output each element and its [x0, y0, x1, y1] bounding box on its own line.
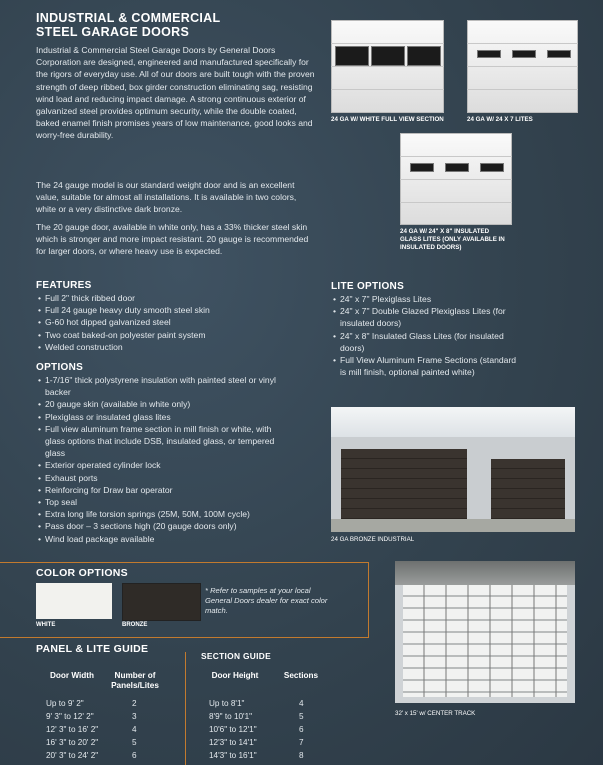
list-item: • 24" x 8" Insulated Glass Lites (for insulated doors) — [333, 330, 523, 354]
width-cell: 16' 3" to 20' 2" — [46, 738, 99, 747]
options-heading: OPTIONS — [36, 362, 84, 373]
col-header-panels: Number of Panels/Lites — [111, 671, 159, 690]
intro-paragraph: Industrial & Commercial Steel Garage Doors by General Doors Corporation are designed, engineered and manufactured specifically for the rigors of everyday use. All of our doors are built tough with the proven strength of deep ribbed, box girder construction eliminating sag, resisting wind load and reducing impact damage. A strong continuous exterior of galvanized steel provides optimum security, while the double coated, baked enamel finish promises years of low maintenance, good looks and worry-free durability. — [36, 45, 315, 141]
caption-bronze: 24 GA BRONZE INDUSTRIAL — [331, 536, 415, 543]
white-swatch — [36, 583, 112, 619]
table-row — [46, 710, 137, 723]
divider-line — [0, 637, 368, 638]
height-table — [209, 697, 304, 762]
width-cell: Up to 9' 2" — [46, 699, 84, 708]
list-item: • Full view aluminum frame section in mill finish or white, with glass options that include DSB, insulated glass, or tempered glass — [38, 423, 290, 460]
panel-guide-heading: PANEL & LITE GUIDE — [36, 643, 149, 655]
features-list — [38, 292, 323, 353]
gauge-20-paragraph: The 20 gauge door, available in white only, has a 33% thicker steel skin which is stronger and more impact resistant. 20 gauge is recommended for larger doors, or where heavy use is expected. — [36, 222, 309, 257]
width-cell: 12' 3" to 16' 2" — [46, 725, 99, 734]
table-row — [46, 697, 137, 710]
table-row — [209, 749, 304, 762]
divider-line — [0, 562, 368, 563]
list-item: • Full View Aluminum Frame Sections (standard is mill finish, optional painted white) — [333, 354, 523, 378]
caption-track: 32' x 15' w/ CENTER TRACK — [395, 710, 476, 717]
list-item: • Plexiglass or insulated glass lites — [38, 411, 290, 423]
divider-line — [368, 562, 369, 638]
col-header-width: Door Width — [49, 671, 95, 680]
table-row — [46, 749, 137, 762]
list-item: • Top seal — [38, 496, 290, 508]
list-item: • Welded construction — [38, 341, 323, 353]
title-line-2: STEEL GARAGE DOORS — [36, 25, 190, 39]
bronze-industrial-photo — [331, 407, 575, 532]
list-item: • Pass door – 3 sections high (20 gauge doors only) — [38, 520, 290, 532]
panels-cell: 4 — [132, 725, 137, 734]
table-row — [209, 736, 304, 749]
width-cell: 9' 3" to 12' 2" — [46, 712, 94, 721]
list-item: • Reinforcing for Draw bar operator — [38, 484, 290, 496]
height-cell: 14'3" to 16'1" — [209, 751, 257, 760]
page-title — [36, 11, 220, 39]
table-row — [209, 697, 304, 710]
panels-cell: 6 — [132, 751, 137, 760]
caption-full-view: 24 GA W/ WHITE FULL VIEW SECTION — [331, 116, 444, 123]
width-table — [46, 697, 137, 762]
color-note: * Refer to samples at your local General Doors dealer for exact color match. — [205, 586, 328, 615]
sections-cell: 6 — [299, 725, 304, 734]
caption-insulated: 24 GA W/ 24" X 8" INSULATED GLASS LITES (ONLY AVAILABLE IN INSULATED DOORS) — [400, 228, 505, 251]
table-row — [209, 710, 304, 723]
lites-door-image — [467, 20, 578, 113]
sections-cell: 5 — [299, 712, 304, 721]
width-cell: 20' 3" to 24' 2" — [46, 751, 99, 760]
list-item: • Exhaust ports — [38, 472, 290, 484]
list-item: • G-60 hot dipped galvanized steel — [38, 316, 323, 328]
height-cell: 12'3" to 14'1" — [209, 738, 257, 747]
list-item: • Extra long life torsion springs (25M, 50M, 100M cycle) — [38, 508, 290, 520]
swatch-label-white: WHITE — [36, 622, 56, 628]
col-header-sections: Sections — [283, 671, 319, 680]
list-item: • 24" x 7" Plexiglass Lites — [333, 293, 523, 305]
list-item: • 1-7/16" thick polystyrene insulation with painted steel or vinyl backer — [38, 374, 290, 398]
sections-cell: 8 — [299, 751, 304, 760]
sections-cell: 4 — [299, 699, 304, 708]
table-row — [46, 736, 137, 749]
height-cell: Up to 8'1" — [209, 699, 245, 708]
bronze-swatch — [122, 583, 201, 621]
divider-line — [185, 652, 186, 765]
list-item: • Exterior operated cylinder lock — [38, 459, 290, 471]
section-guide-heading: SECTION GUIDE — [201, 651, 271, 661]
col-header-height: Door Height — [211, 671, 259, 680]
full-view-door-image — [331, 20, 444, 113]
height-cell: 8'9" to 10'1" — [209, 712, 253, 721]
table-row — [209, 723, 304, 736]
list-item: • Two coat baked-on polyester paint system — [38, 329, 323, 341]
lite-options-heading: LITE OPTIONS — [331, 281, 405, 292]
options-list — [38, 374, 290, 545]
lite-options-list — [333, 293, 523, 378]
panels-cell: 2 — [132, 699, 137, 708]
swatch-label-bronze: BRONZE — [122, 622, 148, 628]
panels-cell: 5 — [132, 738, 137, 747]
list-item: • Full 2" thick ribbed door — [38, 292, 323, 304]
center-track-photo — [395, 561, 575, 703]
list-item: • Full 24 gauge heavy duty smooth steel skin — [38, 304, 323, 316]
list-item: • Wind load package available — [38, 533, 290, 545]
color-options-heading: COLOR OPTIONS — [36, 567, 128, 579]
title-line-1: INDUSTRIAL & COMMERCIAL — [36, 11, 221, 25]
panels-cell: 3 — [132, 712, 137, 721]
caption-lites: 24 GA W/ 24 X 7 LITES — [467, 116, 533, 123]
table-row — [46, 723, 137, 736]
features-heading: FEATURES — [36, 280, 92, 291]
height-cell: 10'6" to 12'1" — [209, 725, 257, 734]
list-item: • 20 gauge skin (available in white only) — [38, 398, 290, 410]
list-item: • 24" x 7" Double Glazed Plexiglass Lites (for insulated doors) — [333, 305, 523, 329]
gauge-24-paragraph: The 24 gauge model is our standard weight door and is an excellent value, suitable for almost all installations. It is available in two colors, white or a very distinctive dark bronze. — [36, 180, 297, 215]
sections-cell: 7 — [299, 738, 304, 747]
insulated-door-image — [400, 133, 512, 225]
